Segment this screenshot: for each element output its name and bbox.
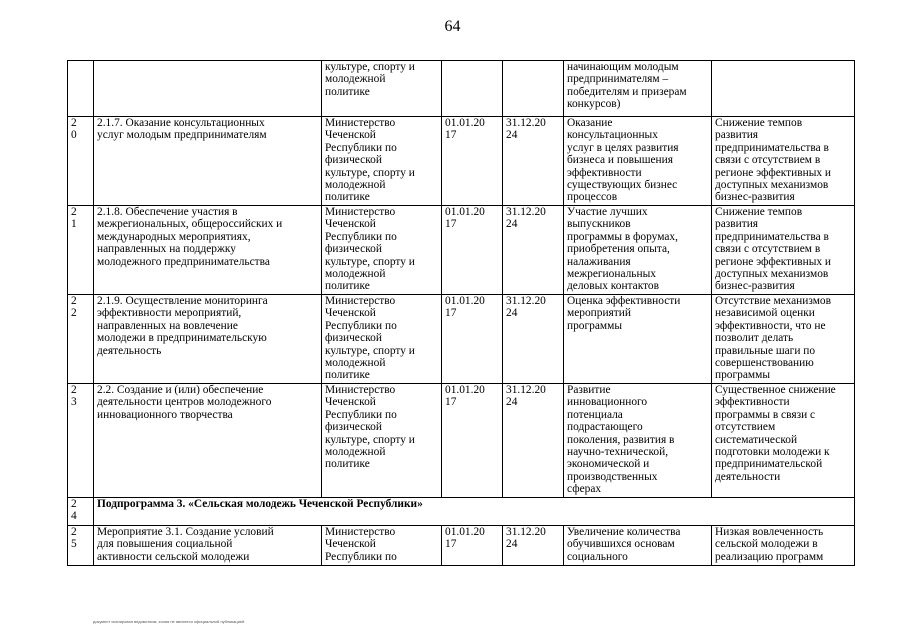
cell-line: программы bbox=[567, 319, 622, 332]
table-row bbox=[68, 295, 855, 384]
cell-num bbox=[68, 384, 94, 498]
cell-line: эффективности, что не bbox=[715, 319, 826, 332]
cell-line: экономической и bbox=[567, 458, 650, 471]
cell-line: Республики по bbox=[325, 408, 397, 421]
cell-line: 17 bbox=[445, 218, 457, 231]
cell-line: сельской молодежи в bbox=[715, 538, 818, 551]
cell-line: Снижение темпов bbox=[715, 117, 803, 129]
cell-line: 24 bbox=[506, 307, 518, 320]
cell-start bbox=[442, 206, 503, 295]
cell-line: Увеличение количества bbox=[567, 526, 681, 538]
cell-num bbox=[68, 295, 94, 384]
cell-line: услуг молодым предпринимателям bbox=[97, 129, 267, 142]
cell-line: Чеченской bbox=[325, 396, 376, 409]
cell-executor bbox=[322, 295, 442, 384]
cell-consequence bbox=[712, 117, 855, 206]
cell-line: 01.01.20 bbox=[445, 384, 485, 396]
cell-consequence bbox=[712, 61, 855, 117]
cell-line: культуре, спорту и bbox=[325, 61, 415, 73]
cell-result bbox=[564, 61, 712, 117]
cell-line: физической bbox=[325, 421, 382, 434]
cell-line: позволит делать bbox=[715, 332, 794, 345]
cell-start bbox=[442, 295, 503, 384]
cell-line: эффективности мероприятий, bbox=[97, 307, 242, 320]
cell-line: потенциала bbox=[567, 408, 623, 421]
cell-line: развития bbox=[715, 218, 759, 231]
cell-executor bbox=[322, 117, 442, 206]
cell-consequence bbox=[712, 206, 855, 295]
cell-line: Оценка эффективности bbox=[567, 295, 681, 307]
cell-line: независимой оценки bbox=[715, 307, 815, 320]
cell-line: 1 bbox=[71, 218, 77, 231]
cell-activity bbox=[94, 206, 322, 295]
cell-num bbox=[68, 117, 94, 206]
cell-line: 31.12.20 bbox=[506, 295, 546, 307]
cell-line: Министерство bbox=[325, 206, 396, 218]
cell-result bbox=[564, 295, 712, 384]
cell-executor bbox=[322, 384, 442, 498]
cell-line: культуре, спорту и bbox=[325, 166, 415, 179]
cell-line: Чеченской bbox=[325, 218, 376, 231]
cell-line: 01.01.20 bbox=[445, 117, 485, 129]
cell-line: Низкая вовлеченность bbox=[715, 526, 824, 538]
cell-line: обучившихся основам bbox=[567, 538, 675, 551]
cell-line: 2 bbox=[71, 307, 77, 320]
cell-line: деятельности bbox=[715, 470, 781, 483]
cell-line: 17 bbox=[445, 307, 457, 320]
page-number: 64 bbox=[444, 18, 461, 35]
cell-end bbox=[503, 117, 564, 206]
cell-end bbox=[503, 206, 564, 295]
cell-line: Существенное снижение bbox=[715, 384, 836, 396]
cell-line: Оказание bbox=[567, 117, 613, 129]
cell-line: 3 bbox=[71, 396, 77, 409]
cell-line: Министерство bbox=[325, 526, 396, 538]
cell-line: процессов bbox=[567, 191, 618, 204]
table-row-continued bbox=[68, 61, 855, 117]
cell-line: молодежи в предпринимательскую bbox=[97, 332, 267, 345]
cell-line: молодежной bbox=[325, 357, 386, 370]
cell-line: Чеченской bbox=[325, 307, 376, 320]
cell-num bbox=[68, 498, 94, 526]
cell-line: связи с отсутствием в bbox=[715, 154, 821, 167]
cell-result bbox=[564, 117, 712, 206]
cell-line: для повышения социальной bbox=[97, 538, 233, 551]
cell-line: программы в форумах, bbox=[567, 230, 678, 243]
cell-line: Развитие bbox=[567, 384, 611, 396]
cell-line: межрегиональных bbox=[567, 268, 656, 281]
cell-line: программы в связи с bbox=[715, 408, 816, 421]
cell-executor bbox=[322, 526, 442, 566]
cell-line: научно-технической, bbox=[567, 446, 669, 459]
cell-line: подрастающего bbox=[567, 421, 643, 434]
cell-num bbox=[68, 526, 94, 566]
cell-consequence bbox=[712, 295, 855, 384]
cell-end bbox=[503, 526, 564, 566]
cell-line: направленных на поддержку bbox=[97, 243, 236, 256]
cell-line: 24 bbox=[506, 396, 518, 409]
cell-line: 31.12.20 bbox=[506, 206, 546, 218]
cell-line: 01.01.20 bbox=[445, 206, 485, 218]
cell-line: 2.1.8. Обеспечение участия в bbox=[97, 206, 238, 218]
cell-line: Республики по bbox=[325, 550, 397, 563]
cell-line: эффективности bbox=[715, 396, 790, 409]
cell-consequence bbox=[712, 384, 855, 498]
cell-line: победителям и призерам bbox=[567, 85, 687, 98]
cell-line: молодежной bbox=[325, 268, 386, 281]
cell-line: 17 bbox=[445, 129, 457, 142]
cell-start bbox=[442, 526, 503, 566]
cell-line: 2 bbox=[71, 206, 77, 218]
cell-line: деятельности центров молодежного bbox=[97, 396, 272, 409]
cell-line: 17 bbox=[445, 396, 457, 409]
cell-line: реализацию программ bbox=[715, 550, 824, 563]
cell-line: 17 bbox=[445, 538, 457, 551]
program-activities-table bbox=[67, 60, 855, 566]
cell-line: культуре, спорту и bbox=[325, 344, 415, 357]
cell-line: инновационного творчества bbox=[97, 408, 233, 421]
cell-line: бизнеса и повышения bbox=[567, 154, 673, 167]
cell-line: культуре, спорту и bbox=[325, 433, 415, 446]
cell-line: консультационных bbox=[567, 129, 658, 142]
cell-line: мероприятий bbox=[567, 307, 631, 320]
cell-line: Снижение темпов bbox=[715, 206, 803, 218]
cell-start bbox=[442, 384, 503, 498]
cell-line: молодежного предпринимательства bbox=[97, 255, 270, 268]
cell-end bbox=[503, 295, 564, 384]
cell-line: 24 bbox=[506, 538, 518, 551]
cell-line: 31.12.20 bbox=[506, 384, 546, 396]
cell-line: культуре, спорту и bbox=[325, 255, 415, 268]
cell-line: 2 bbox=[71, 384, 77, 396]
cell-line: предпринимательской bbox=[715, 458, 823, 471]
cell-line: предпринимателям – bbox=[567, 73, 669, 86]
cell-line: Чеченской bbox=[325, 538, 376, 551]
cell-line: активности сельской молодежи bbox=[97, 550, 250, 563]
footer-note: документ сканирован ведомством, копия не является официальной публикацией bbox=[93, 619, 245, 624]
cell-line: 5 bbox=[71, 538, 77, 551]
cell-line: 31.12.20 bbox=[506, 526, 546, 538]
cell-line: 2 bbox=[71, 295, 77, 307]
cell-line: производственных bbox=[567, 470, 658, 483]
cell-line: существующих бизнес bbox=[567, 179, 678, 192]
cell-line: Отсутствие механизмов bbox=[715, 295, 831, 307]
cell-line: политике bbox=[325, 458, 370, 471]
cell-line: Министерство bbox=[325, 117, 396, 129]
cell-line: физической bbox=[325, 154, 382, 167]
cell-result bbox=[564, 206, 712, 295]
cell-line: программы bbox=[715, 369, 770, 382]
cell-consequence bbox=[712, 526, 855, 566]
cell-activity bbox=[94, 384, 322, 498]
cell-line: молодежной bbox=[325, 73, 386, 86]
cell-line: регионе эффективных и bbox=[715, 255, 832, 268]
cell-num bbox=[68, 206, 94, 295]
cell-line: Республики по bbox=[325, 319, 397, 332]
subprogram-title: Подпрограмма 3. «Сельская молодежь Чеченской Республики» bbox=[94, 498, 855, 526]
cell-line: физической bbox=[325, 332, 382, 345]
cell-line: политике bbox=[325, 280, 370, 293]
cell-line: поколения, развития в bbox=[567, 433, 675, 446]
cell-line: политике bbox=[325, 369, 370, 382]
cell-line: предпринимательства в bbox=[715, 141, 829, 154]
cell-line: доступных механизмов bbox=[715, 179, 829, 192]
cell-line: регионе эффективных и bbox=[715, 166, 832, 179]
table-row bbox=[68, 206, 855, 295]
cell-line: 01.01.20 bbox=[445, 295, 485, 307]
table-row bbox=[68, 117, 855, 206]
cell-line: связи с отсутствием в bbox=[715, 243, 821, 256]
cell-line: деловых контактов bbox=[567, 280, 660, 293]
cell-line: эффективности bbox=[567, 166, 642, 179]
cell-line: 31.12.20 bbox=[506, 117, 546, 129]
cell-executor bbox=[322, 206, 442, 295]
cell-line: бизнес-развития bbox=[715, 191, 795, 204]
cell-line: Республики по bbox=[325, 141, 397, 154]
subprogram-row bbox=[68, 498, 855, 526]
cell-line: 24 bbox=[506, 218, 518, 231]
cell-line: физической bbox=[325, 243, 382, 256]
cell-line: международных мероприятиях, bbox=[97, 230, 251, 243]
cell-line: 2 bbox=[71, 498, 77, 510]
cell-line: налаживания bbox=[567, 255, 631, 268]
cell-activity bbox=[94, 61, 322, 117]
cell-activity bbox=[94, 117, 322, 206]
cell-line: молодежной bbox=[325, 446, 386, 459]
cell-line: подготовки молодежи к bbox=[715, 446, 830, 459]
cell-line: Республики по bbox=[325, 230, 397, 243]
cell-result bbox=[564, 384, 712, 498]
cell-line: систематической bbox=[715, 433, 798, 446]
cell-line: Чеченской bbox=[325, 129, 376, 142]
cell-line: молодежной bbox=[325, 179, 386, 192]
table-row bbox=[68, 384, 855, 498]
cell-line: политике bbox=[325, 191, 370, 204]
cell-activity bbox=[94, 295, 322, 384]
cell-line: отсутствием bbox=[715, 421, 776, 434]
cell-line: 0 bbox=[71, 129, 77, 142]
cell-line: 2.1.9. Осуществление мониторинга bbox=[97, 295, 268, 307]
cell-line: инновационного bbox=[567, 396, 648, 409]
cell-line: 01.01.20 bbox=[445, 526, 485, 538]
cell-line: деятельность bbox=[97, 344, 162, 357]
cell-line: Мероприятие 3.1. Создание условий bbox=[97, 526, 274, 538]
cell-line: 2 bbox=[71, 526, 77, 538]
cell-line: межрегиональных, общероссийских и bbox=[97, 218, 283, 231]
cell-line: правильные шаги по bbox=[715, 344, 816, 357]
cell-line: направленных на вовлечение bbox=[97, 319, 238, 332]
cell-line: сферах bbox=[567, 483, 602, 496]
cell-line: 2.1.7. Оказание консультационных bbox=[97, 117, 265, 129]
cell-end bbox=[503, 384, 564, 498]
cell-line: Министерство bbox=[325, 384, 396, 396]
cell-line: совершенствованию bbox=[715, 357, 814, 370]
cell-activity bbox=[94, 526, 322, 566]
cell-end bbox=[503, 61, 564, 117]
cell-line: 2 bbox=[71, 117, 77, 129]
cell-line: приобретения опыта, bbox=[567, 243, 670, 256]
cell-line: Участие лучших bbox=[567, 206, 648, 218]
cell-line: развития bbox=[715, 129, 759, 142]
cell-start bbox=[442, 61, 503, 117]
cell-line: предпринимательства в bbox=[715, 230, 829, 243]
cell-line: социального bbox=[567, 550, 628, 563]
cell-line: 4 bbox=[71, 510, 77, 523]
cell-line: 2.2. Создание и (или) обеспечение bbox=[97, 384, 264, 396]
cell-executor bbox=[322, 61, 442, 117]
cell-num bbox=[68, 61, 94, 117]
cell-line: конкурсов) bbox=[567, 98, 621, 111]
cell-line: выпускников bbox=[567, 218, 631, 231]
cell-line: 24 bbox=[506, 129, 518, 142]
cell-line: Министерство bbox=[325, 295, 396, 307]
cell-line: начинающим молодым bbox=[567, 61, 679, 73]
cell-line: услуг в целях развития bbox=[567, 141, 679, 154]
cell-line: бизнес-развития bbox=[715, 280, 795, 293]
cell-result bbox=[564, 526, 712, 566]
table-row bbox=[68, 526, 855, 566]
cell-start bbox=[442, 117, 503, 206]
cell-line: доступных механизмов bbox=[715, 268, 829, 281]
cell-line: политике bbox=[325, 85, 370, 98]
